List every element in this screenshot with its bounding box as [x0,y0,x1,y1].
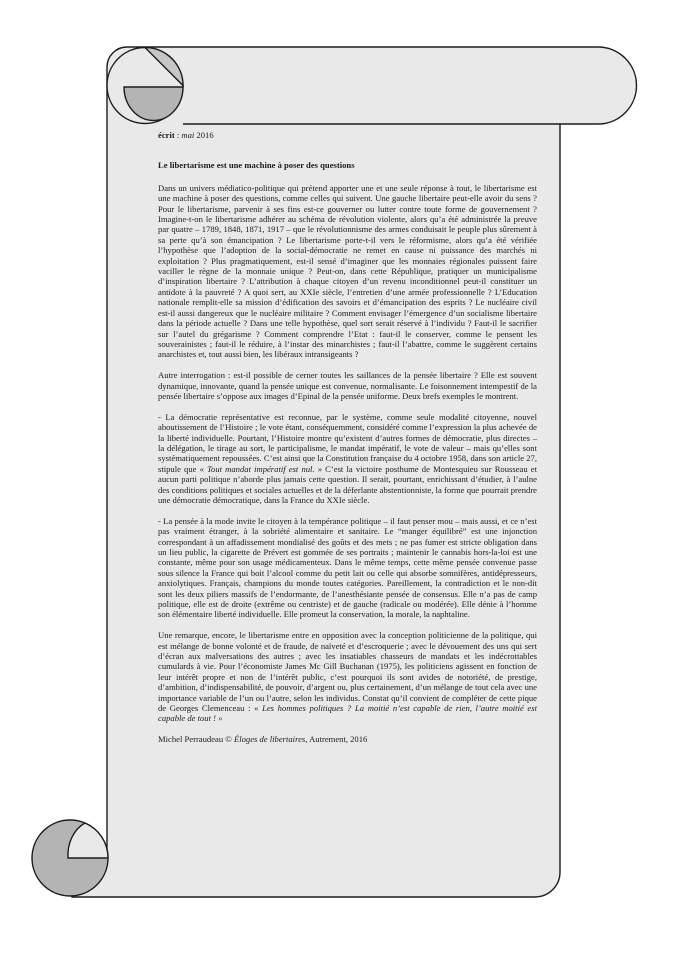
footer-work-title: Éloges de libertaires [233,734,306,745]
paragraph-5 [158,630,537,724]
paragraph-3-text-after: » C’est la victoire posthume de Montesquieu sur Rousseau et aucun parti politique n’aborde plus jamais cette question. Il serait, pourtant, enrichissant d’étudier, à l’aulne des conditions politiques et sociales actuelles et de la déferlante abstentionniste, la forme que pourrait prendre une démocratie démocratique, dans la France du XXIe siècle. [158,463,537,505]
paragraph-5-quote: Les hommes politiques ? La moitié n’est capable de rien, l’autre moitié est capable de tout ! » [158,703,537,724]
paragraph-2: Autre interrogation : est-il possible de cerner toutes les saillances de la pensée libertaire ? Elle est souvent dynamique, innovante, quand la pensée unique est convenue, normalisante. Le foisonnement intempestif de la pensée libertaire s’oppose aux images d’Epinal de la pensée uniforme. Deux brefs exemples le montrent. [158,370,537,401]
written-date [158,130,537,140]
paragraph-1: Dans un univers médiatico-politique qui prétend apporter une et une seule réponse à tout, le libertarisme est une machine à poser des questions, comme celles qui suivent. Une gauche libertaire peut-elle avoir du sens ? Pour le libertarisme, parvenir à ses fins est-ce gouverner ou lutter contre toute forme de gouvernement ? Imagine-t-on le libertarisme adhérer au schéma de révolution violente, alors qu’a été administrée la preuve par quatre – 1789, 1848, 1871, 1917 – que le révolutionnisme des armes conduisait le peuple plus sûrement à sa perte qu’à son émancipation ? Le libertarisme porte-t-il vers le réformisme, alors qu’a été vérifiée l’hypothèse que l’adoption de la social-démocratie ne remet en cause ni puissance des marchés ni exploitation ? Plus pragmatiquement, est-il sensé d’imaginer que les monnaies régionales puissent faire vaciller le règne de la monnaie unique ? Peut-on, dans cette République, pratiquer un municipalisme d’inspiration libertaire ? L’attribution à chaque citoyen d’un revenu inconditionnel peut-il constituer un antidote à la pauvreté ? A quoi sert, au XXIe siècle, l’entretien d’une armée professionnelle ? L’Education nationale remplit-elle sa mission d’édification des savoirs et d’émancipation des esprits ? Le nucléaire civil est-il aussi dangereux que le nucléaire militaire ? Comment envisager l’émergence d’un socialisme libertaire dans la période actuelle ? Dans une telle hypothèse, quel sort serait réservé à l’individu ? Faut-il le sacrifier sur l’autel du grégarisme ? Comment comprendre l’Etat : faut-il le conserver, comme le pensent les souverainistes ; faut-il le réduire, à l’instar des minarchistes ; faut-il l’abattre, comme le suggèrent certains anarchistes et, tout aussi bien, les libéraux intransigeants ? [158,182,537,360]
article-title: Le libertarisme est une machine à poser des questions [158,160,355,171]
article [158,130,537,745]
paragraph-3-text: - La démocratie représentative est reconnue, par le système, comme seule modalité citoyenne, nouvel aboutissement de l’Histoire ; le vote étant, conséquemment, considéré comme l’expression la plus achevée de la liberté individuelle. Pourtant, l’Histoire montre qu’existent d’autres formes de démocratie, plus directes – la délégation, le tirage au sort, le participalisme, le mandat impératif, le vote de valeur – mais qu’elles sont systématiquement repoussées. C’est ainsi que la Constitution française du 4 octobre 1958, dans son article 27, stipule que « [158,411,537,474]
written-month: mai [181,130,195,140]
footer-author: Michel Perraudeau © [158,734,234,745]
paragraph-5-text: Une remarque, encore, le libertarisme entre en opposition avec la conception politicienne de la politique, qui est mélange de bonne volonté et de fraude, de naïveté et d’escroquerie ; avec le dévouement des uns qui sert d’écran aux malversations des autres ; avec les insatiables chasseurs de mandats et les indécrottables cumulards à vie. Pour l’économiste James Mc Gill Buchanan (1975), les politiciens agissent en fonction de leur intérêt propre et non de l’intérêt public, c’est pourquoi ils sont avides de notoriété, de prestige, d’ambition, d’indispensabilité, de pouvoir, d’argent ou, plus certainement, d’un mélange de tout cela avec une importance variable de l’un ou l’autre, selon les individus. Constat qu’il convient de compléter de cette pique de Georges Clemenceau : « [158,630,537,714]
written-label: écrit [158,130,175,140]
paragraph-4: - La pensée à la mode invite le citoyen à la tempérance politique – il faut penser mou – mais aussi, et ce n’est pas vraiment étranger, à la sobriété alimentaire et sanitaire. Le “manger équilibré” est une injonction correspondant à un affadissement mondialisé des goûts et des mets ; ne pas fumer est stricte obligation dans un lieu public, la cigarette de Prévert est gommée de ses portraits ; maintenir le cannabis hors-la-loi est une constante, même pour son usage médicamenteux. Dans le même temps, cette même pensée convenue passe sous silence la France qui boit l’alcool comme du petit lait ou celle qui absorbe somnifères, antidépresseurs, anxiolytiques. Français, champions du monde toutes catégories. Pareillement, la contradiction et le non-dit sont les deux piliers massifs de l’endormante, de l’anesthésiante pensée de consensus. Elle n’a pas de camp politique, elle est de droite (extrême ou centriste) et de gauche (radicale ou modérée). Elle dénie à l’homme son élémentaire liberté individuelle. Elle promeut la conservation, la morale, la naphtaline. [158,515,537,620]
footer-credit [158,734,537,744]
written-year: 2016 [194,130,214,140]
paragraph-3-quote: Tout mandat impératif est nul. [207,463,315,474]
footer-publisher: , Autrement, 2016 [305,734,368,745]
paragraph-3 [158,412,537,506]
written-separator: : [174,130,182,140]
